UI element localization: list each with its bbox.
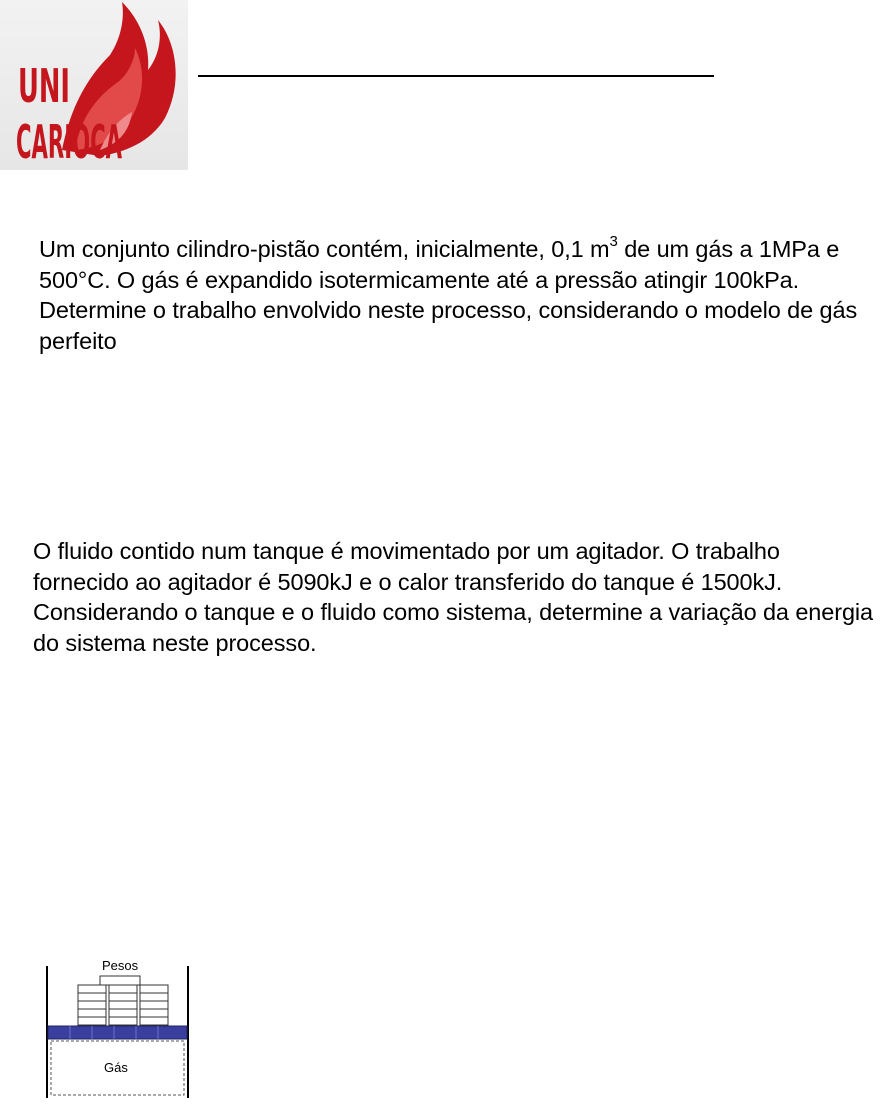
problem-2-text: O fluido contido num tanque é movimentado por um agitador. O trabalho fornecido ao agitador é 5090kJ e o calor transferido do tanque é 1500kJ. Considerando o tanque e o fluido como sistema, determine a variação da energia do sistema neste processo. [33,538,874,656]
problem-1-text-part-2: de um gás a 1MPa e 500°C. O gás é expandido isotermicamente até a pressão atingir 100kPa. Determine o trabalho envolvido neste processo, considerando o modelo de gás perfeito [39,236,858,354]
piston-cylinder-figure [40,952,200,1100]
flame-logo-graphic [0,0,188,170]
weights-label: Pesos [102,958,139,973]
problem-1-text-part-1: Um conjunto cilindro-pistão contém, inicialmente, 0,1 m [39,236,610,262]
piston [48,1026,187,1039]
weights-stack [78,976,168,1025]
logo-text-carioca: CARIOCA [16,115,122,169]
header-rule [198,75,714,77]
piston-cylinder-diagram [40,952,200,1100]
gas-label: Gás [104,1060,128,1075]
problem-1-text [39,234,879,356]
logo-text-uni: UNI [18,59,70,113]
unicarioca-logo [0,0,188,170]
cubic-exponent: 3 [609,233,618,251]
